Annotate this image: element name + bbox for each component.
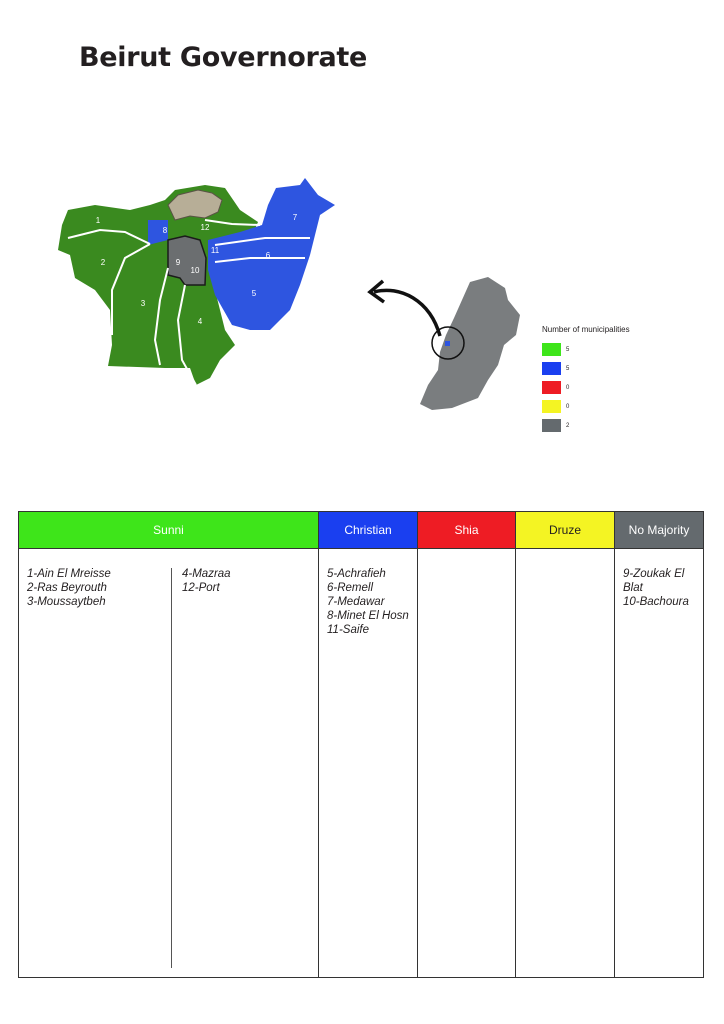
legend-swatch-shia bbox=[542, 381, 561, 394]
header-shia: Shia bbox=[418, 512, 515, 549]
header-no-majority: No Majority bbox=[615, 512, 703, 549]
column-shia bbox=[417, 512, 515, 977]
district-label: 7 bbox=[292, 213, 298, 222]
header-sunni: Sunni bbox=[19, 512, 318, 549]
legend bbox=[542, 325, 630, 436]
legend-item bbox=[542, 398, 630, 415]
legend-item bbox=[542, 341, 630, 358]
list-item: 11-Saife bbox=[327, 624, 369, 636]
list-item: 4-Mazraa bbox=[182, 568, 231, 580]
list-item: 2-Ras Beyrouth bbox=[27, 582, 107, 594]
district-label: 12 bbox=[200, 223, 210, 232]
column-sunni bbox=[19, 512, 318, 977]
list-item: 1-Ain El Mreisse bbox=[27, 568, 111, 580]
legend-count: 0 bbox=[566, 384, 570, 391]
district-label: 9 bbox=[175, 258, 181, 267]
arrow-icon bbox=[370, 281, 440, 336]
legend-swatch-sunni bbox=[542, 343, 561, 356]
column-christian bbox=[318, 512, 417, 977]
legend-count: 5 bbox=[566, 346, 570, 353]
list-item: 8-Minet El Hosn bbox=[327, 610, 409, 622]
header-christian: Christian bbox=[319, 512, 417, 549]
column-divider bbox=[171, 568, 172, 968]
district-label: 8 bbox=[162, 226, 168, 235]
district-label: 2 bbox=[100, 258, 106, 267]
legend-count: 5 bbox=[566, 365, 570, 372]
legend-count: 0 bbox=[566, 403, 570, 410]
legend-swatch-christian bbox=[542, 362, 561, 375]
district-label: 11 bbox=[210, 246, 220, 255]
district-label: 1 bbox=[95, 216, 101, 225]
legend-item bbox=[542, 360, 630, 377]
column-druze bbox=[515, 512, 614, 977]
district-label: 4 bbox=[197, 317, 203, 326]
list-item: 3-Moussaytbeh bbox=[27, 596, 106, 608]
column-no-majority bbox=[614, 512, 703, 977]
legend-swatch-no-majority bbox=[542, 419, 561, 432]
header-druze: Druze bbox=[516, 512, 614, 549]
sunni-list-left bbox=[19, 549, 117, 609]
legend-item bbox=[542, 379, 630, 396]
legend-item bbox=[542, 417, 630, 434]
list-item: 9-Zoukak El Blat bbox=[623, 568, 685, 594]
beirut-location-marker bbox=[445, 341, 450, 346]
district-label: 3 bbox=[140, 299, 146, 308]
district-label: 6 bbox=[265, 251, 271, 260]
list-item: 7-Medawar bbox=[327, 596, 385, 608]
legend-title: Number of municipalities bbox=[542, 325, 630, 334]
legend-swatch-druze bbox=[542, 400, 561, 413]
christian-list bbox=[319, 549, 417, 637]
list-item: 12-Port bbox=[182, 582, 220, 594]
list-item: 6-Remell bbox=[327, 582, 374, 594]
no-majority-list bbox=[615, 549, 703, 609]
district-label: 10 bbox=[190, 266, 200, 275]
list-item: 10-Bachoura bbox=[623, 596, 689, 608]
page-title: Beirut Governorate bbox=[79, 42, 368, 73]
district-label: 5 bbox=[251, 289, 257, 298]
sect-table bbox=[18, 511, 704, 978]
lebanon-map bbox=[420, 277, 520, 410]
legend-count: 2 bbox=[566, 422, 570, 429]
list-item: 5-Achrafieh bbox=[327, 568, 386, 580]
sunni-list-right bbox=[174, 549, 237, 595]
